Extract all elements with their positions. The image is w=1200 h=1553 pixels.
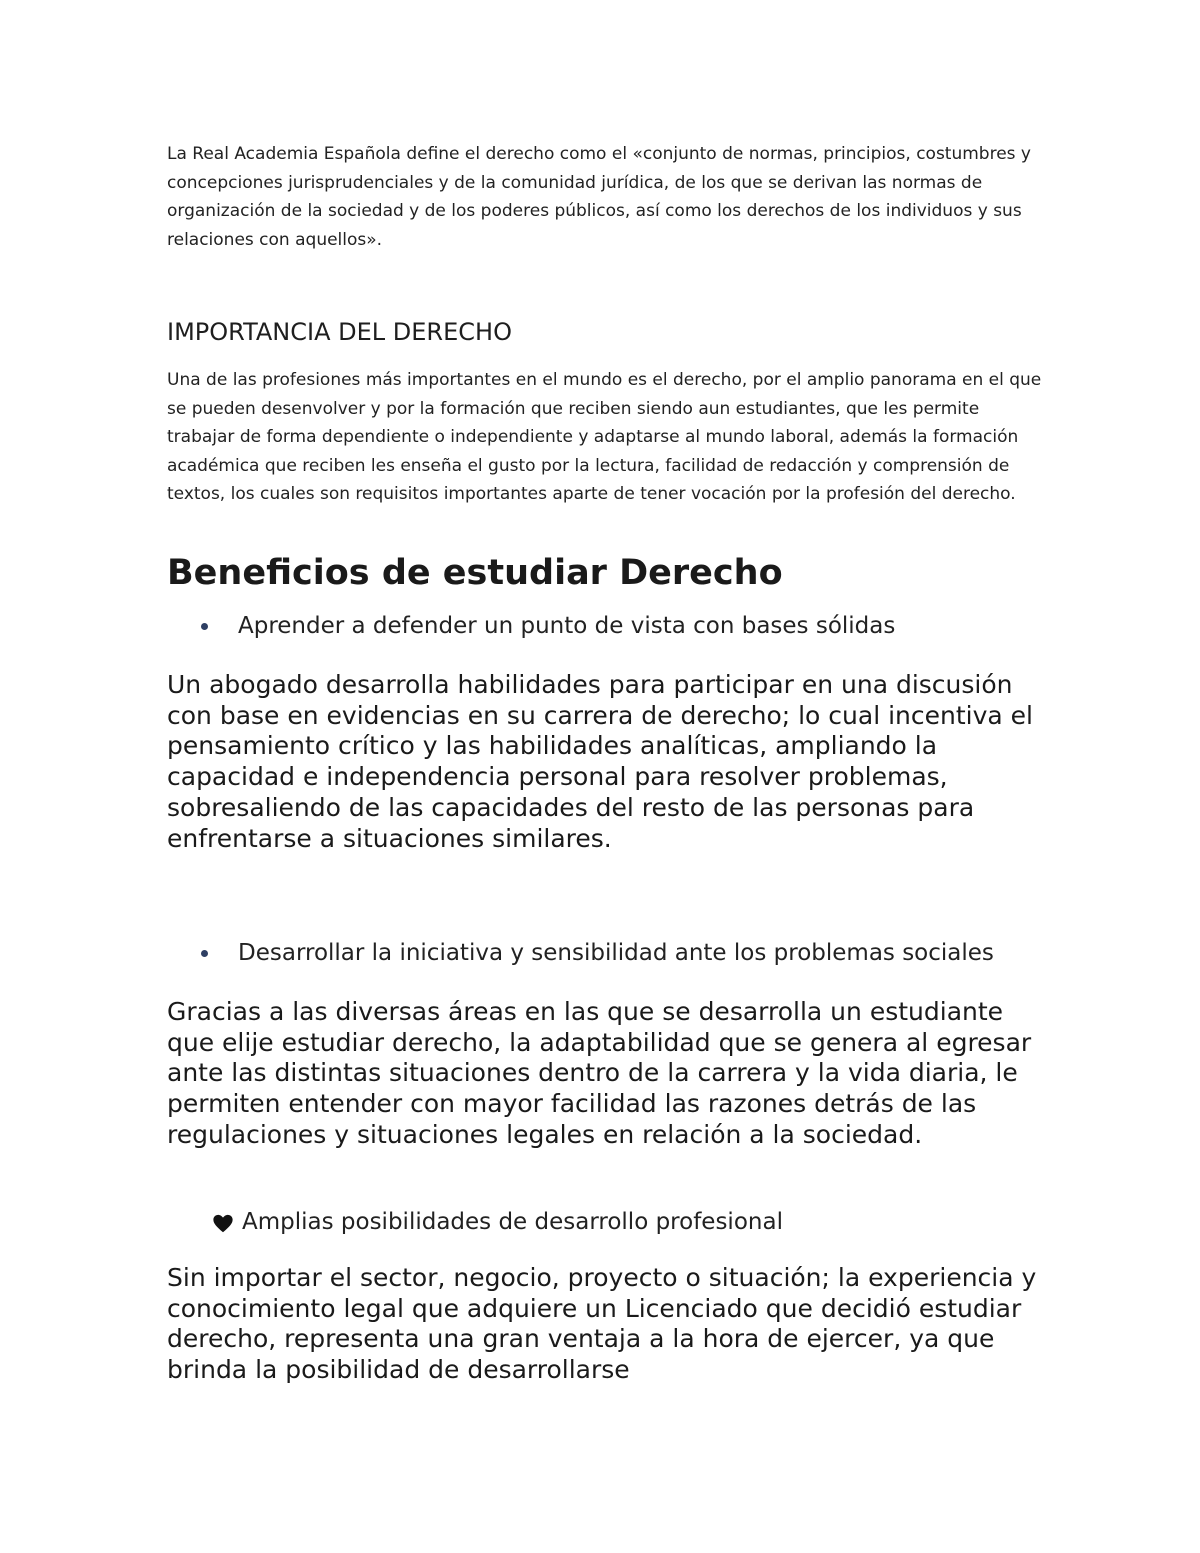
intro-paragraph: La Real Academia Española define el derecho como el «conjunto de normas, principios, costumbres y concepciones jurisprudenciales y de la comunidad jurídica, de los que se derivan las normas de organización de la sociedad y de los poderes públicos, así como los derechos de los individuos y sus relaciones con aquellos». — [167, 144, 1031, 250]
bullet-dot-icon — [201, 623, 208, 630]
bullet-dot-icon — [201, 950, 208, 957]
benefit-1-title: Aprender a defender un punto de vista con bases sólidas — [238, 613, 896, 639]
importance-paragraph: Una de las profesiones más importantes en el mundo es el derecho, por el amplio panorama en el que se pueden desenvolver y por la formación que reciben siendo aun estudiantes, que les permite trabajar de forma dependiente o independiente y adaptarse al mundo laboral, además la formación académica que reciben les enseña el gusto por la lectura, facilidad de redacción y comprensión de textos, los cuales son requisitos importantes aparte de tener vocación por la profesión del derecho. — [167, 370, 1042, 505]
benefit-3-bullet-item — [212, 1205, 783, 1239]
benefit-2-title: Desarrollar la iniciativa y sensibilidad ante los problemas sociales — [238, 940, 994, 966]
benefit-2-bullet-item — [201, 936, 994, 970]
benefits-heading: Beneficios de estudiar Derecho — [167, 553, 783, 593]
importance-heading: IMPORTANCIA DEL DERECHO — [167, 318, 512, 346]
benefit-3-title: Amplias posibilidades de desarrollo profesional — [242, 1209, 783, 1235]
benefit-1-bullet-item — [201, 609, 895, 643]
benefit-3-body: Sin importar el sector, negocio, proyecto o situación; la experiencia y conocimiento legal que adquiere un Licenciado que decidió estudiar derecho, representa una gran ventaja a la hora de ejercer, ya que brinda la posibilidad de desarrollarse — [167, 1263, 1037, 1385]
heart-icon — [212, 1211, 234, 1233]
benefit-1-body: Un abogado desarrolla habilidades para participar en una discusión con base en evidencias en su carrera de derecho; lo cual incentiva el pensamiento crítico y las habilidades analíticas, ampliando la capacidad e independencia personal para resolver problemas, sobresaliendo de las capacidades del resto de las personas para enfrentarse a situaciones similares. — [167, 670, 1033, 853]
benefit-2-body: Gracias a las diversas áreas en las que se desarrolla un estudiante que elije estudiar derecho, la adaptabilidad que se genera al egresar ante las distintas situaciones dentro de la carrera y la vida diaria, le permiten entender con mayor facilidad las razones detrás de las regulaciones y situaciones legales en relación a la sociedad. — [167, 997, 1032, 1149]
